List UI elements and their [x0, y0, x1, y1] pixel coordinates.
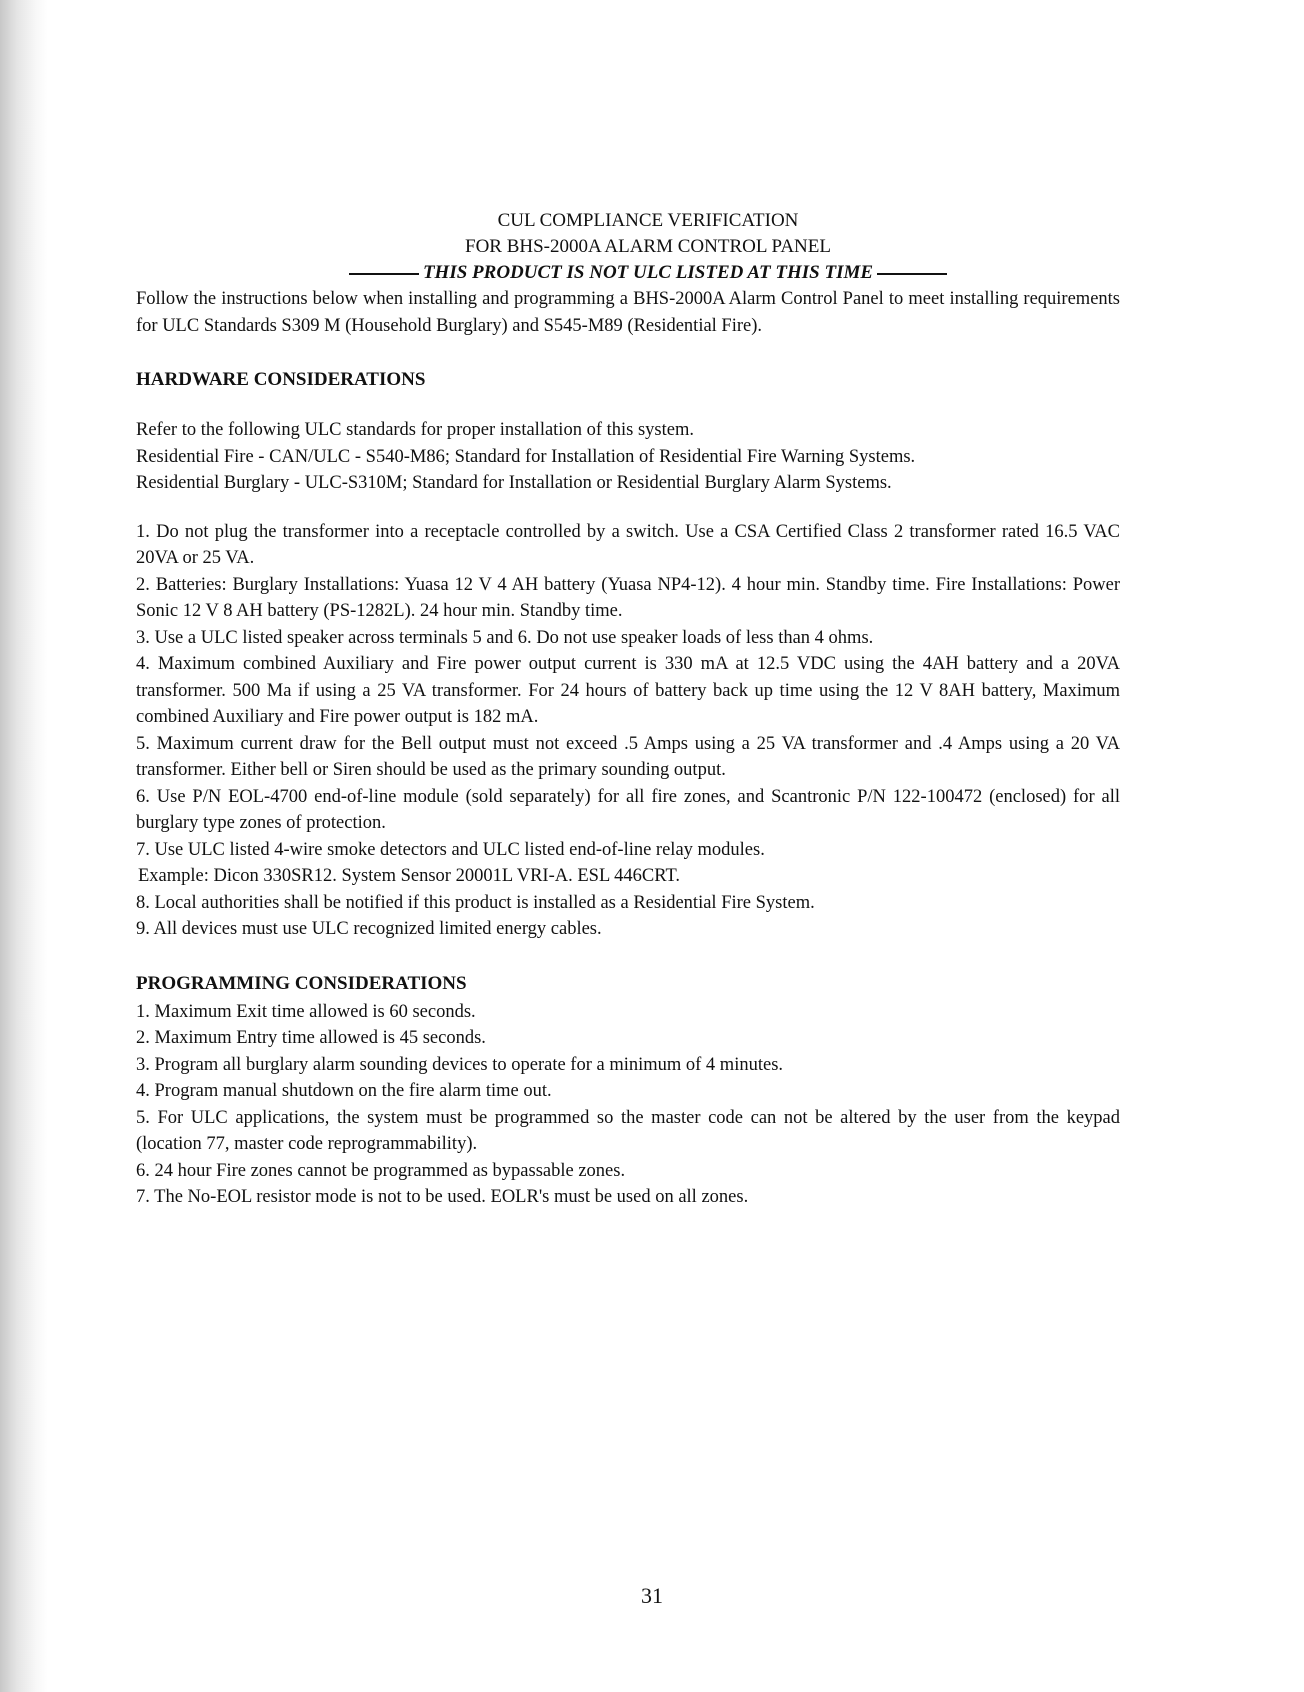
dash-right	[877, 273, 947, 275]
programming-item-2: 2. Maximum Entry time allowed is 45 seconds.	[136, 1028, 486, 1048]
title-block	[176, 208, 1120, 286]
scan-shadow-edge	[0, 0, 48, 1692]
document-page	[136, 208, 1120, 1211]
programming-item-7: 7. The No-EOL resistor mode is not to be used. EOLR's must be used on all zones.	[136, 1187, 749, 1207]
hardware-item-1: 1. Do not plug the transformer into a receptacle controlled by a switch. Use a CSA Certified Class 2 transformer rated 16.5 VAC 20VA or 25 VA.	[136, 521, 1120, 568]
programming-item-1: 1. Maximum Exit time allowed is 60 seconds.	[136, 1001, 476, 1022]
page-number: 31	[641, 1583, 663, 1608]
hardware-item-9: 9. All devices must use ULC recognized limited energy cables.	[136, 919, 602, 939]
hardware-item-7: 7. Use ULC listed 4-wire smoke detectors and ULC listed end-of-line relay modules.	[136, 839, 765, 860]
dash-left	[349, 273, 419, 275]
programming-item-3: 3. Program all burglary alarm sounding devices to operate for a minimum of 4 minutes.	[136, 1054, 784, 1075]
hardware-item-8: 8. Local authorities shall be notified if this product is installed as a Residential Fire System.	[136, 892, 815, 913]
hardware-item-3: 3. Use a ULC listed speaker across terminals 5 and 6. Do not use speaker loads of less than 4 ohms.	[136, 627, 874, 648]
hardware-item-2: 2. Batteries: Burglary Installations: Yuasa 12 V 4 AH battery (Yuasa NP4-12). 4 hour min. Standby time. Fire Installations: Power Sonic 12 V 8 AH battery (PS-1282L). 24 hour min. Standby time.	[136, 574, 1120, 621]
notice-text: THIS PRODUCT IS NOT ULC LISTED AT THIS TIME	[422, 262, 874, 283]
programming-item-6: 6. 24 hour Fire zones cannot be programmed as bypassable zones.	[136, 1160, 626, 1181]
intro-paragraph: Follow the instructions below when installing and programming a BHS-2000A Alarm Control Panel to meet installing requirements for ULC Standards S309 M (Household Burglary) and S545-M89 (Residential Fire).	[136, 289, 1120, 336]
standard-burglary: Residential Burglary - ULC-S310M; Standard for Installation or Residential Burglary Alarm Systems.	[136, 473, 892, 493]
title-line-2: FOR BHS-2000A ALARM CONTROL PANEL	[465, 236, 831, 257]
not-listed-notice	[176, 260, 1120, 286]
spacer	[136, 395, 1120, 417]
title-line-1: CUL COMPLIANCE VERIFICATION	[497, 210, 799, 231]
standard-fire: Residential Fire - CAN/ULC - S540-M86; Standard for Installation of Residential Fire Warning Systems.	[136, 446, 916, 467]
hardware-item-4: 4. Maximum combined Auxiliary and Fire power output current is 330 mA at 12.5 VDC using the 4AH battery and a 20VA transformer. 500 Ma if using a 25 VA transformer. For 24 hours of battery back up time using the 12 V 8AH battery, Maximum combined Auxiliary and Fire power output is 182 mA.	[136, 654, 1120, 727]
hardware-item-6: 6. Use P/N EOL-4700 end-of-line module (sold separately) for all fire zones, and Scantronic P/N 122-100472 (enclosed) for all burglary type zones of protection.	[136, 786, 1120, 833]
programming-heading: PROGRAMMING CONSIDERATIONS	[136, 972, 467, 994]
refer-text: Refer to the following ULC standards for proper installation of this system.	[136, 420, 694, 440]
hardware-item-5: 5. Maximum current draw for the Bell output must not exceed .5 Amps using a 25 VA transformer and .4 Amps using a 20 VA transformer. Either bell or Siren should be used as the primary sounding output.	[136, 733, 1120, 780]
hardware-example: Example: Dicon 330SR12. System Sensor 20001L VRI-A. ESL 446CRT.	[138, 866, 681, 886]
hardware-heading: HARDWARE CONSIDERATIONS	[136, 369, 426, 390]
programming-item-5: 5. For ULC applications, the system must be programmed so the master code can not be altered by the user from the keypad (location 77, master code reprogrammability).	[136, 1107, 1120, 1154]
spacer	[136, 497, 1120, 519]
programming-item-4: 4. Program manual shutdown on the fire alarm time out.	[136, 1081, 552, 1101]
